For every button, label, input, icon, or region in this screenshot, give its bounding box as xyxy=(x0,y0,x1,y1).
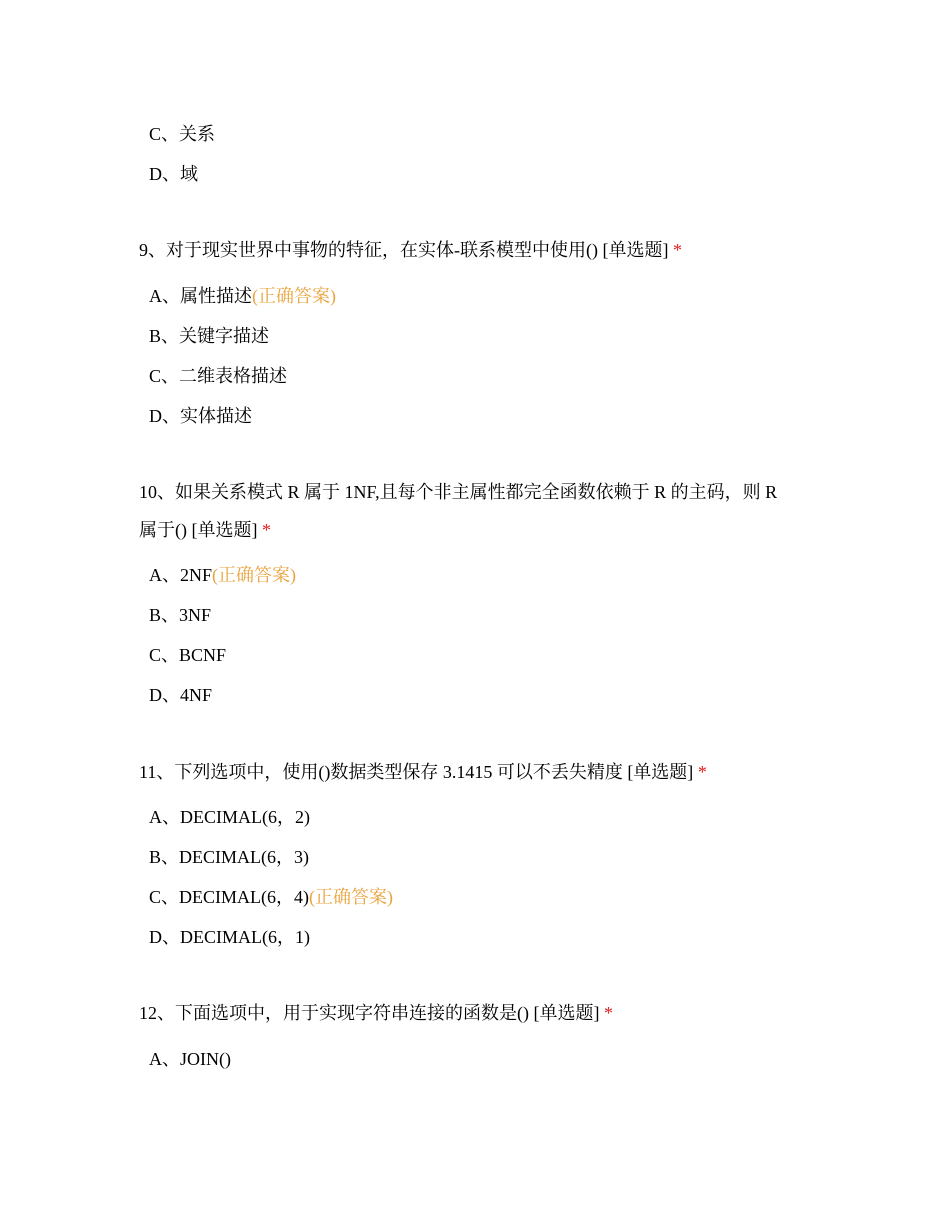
question-text: 11、下列选项中，使用()数据类型保存 3.1415 可以不丢失精度 [单选题] xyxy=(139,762,694,782)
question-text: 12、下面选项中，用于实现字符串连接的函数是() [单选题] xyxy=(139,1003,600,1023)
option-label: A、DECIMAL(6，2) xyxy=(149,807,310,827)
option-q9-c xyxy=(149,364,287,388)
option-label: D、4NF xyxy=(149,685,213,705)
option-q11-b xyxy=(149,845,309,869)
option-label: A、属性描述 xyxy=(149,286,252,306)
option-label: D、域 xyxy=(149,164,198,184)
question-10-title-line1 xyxy=(139,480,777,504)
question-text: 属于() [单选题] xyxy=(139,520,258,540)
correct-answer-note: (正确答案) xyxy=(309,887,393,907)
option-label: C、BCNF xyxy=(149,645,227,665)
required-asterisk: * xyxy=(697,762,707,782)
option-label: C、关系 xyxy=(149,124,216,144)
option-label: C、二维表格描述 xyxy=(149,366,288,386)
option-q10-c xyxy=(149,643,226,667)
question-11-title xyxy=(139,760,707,784)
question-9-title xyxy=(139,238,682,262)
option-q8-d xyxy=(149,162,198,186)
option-q10-b xyxy=(149,603,211,627)
question-text: 10、如果关系模式 R 属于 1NF,且每个非主属性都完全函数依赖于 R 的主码，则 R xyxy=(139,482,778,502)
option-q9-b xyxy=(149,324,269,348)
correct-answer-note: (正确答案) xyxy=(252,286,336,306)
option-label: C、DECIMAL(6，4) xyxy=(149,887,309,907)
question-text: 9、对于现实世界中事物的特征，在实体-联系模型中使用() [单选题] xyxy=(139,240,669,260)
option-q10-d xyxy=(149,683,212,707)
question-12-title xyxy=(139,1001,613,1025)
required-asterisk: * xyxy=(672,240,682,260)
required-asterisk: * xyxy=(603,1003,613,1023)
option-q9-d xyxy=(149,404,252,428)
option-q10-a xyxy=(149,563,296,587)
question-10-title-line2 xyxy=(139,518,271,542)
option-label: A、2NF xyxy=(149,565,213,585)
option-q8-c xyxy=(149,122,215,146)
option-q11-a xyxy=(149,805,310,829)
correct-answer-note: (正确答案) xyxy=(212,565,297,585)
option-label: B、DECIMAL(6，3) xyxy=(149,847,309,867)
option-label: B、3NF xyxy=(149,605,212,625)
option-q12-a xyxy=(149,1047,231,1071)
option-label: B、关键字描述 xyxy=(149,326,270,346)
option-q11-d xyxy=(149,925,310,949)
option-q9-a xyxy=(149,284,336,308)
option-q11-c xyxy=(149,885,393,909)
option-label: D、DECIMAL(6，1) xyxy=(149,927,310,947)
required-asterisk: * xyxy=(261,520,271,540)
option-label: D、实体描述 xyxy=(149,406,252,426)
option-label: A、JOIN() xyxy=(149,1049,231,1069)
